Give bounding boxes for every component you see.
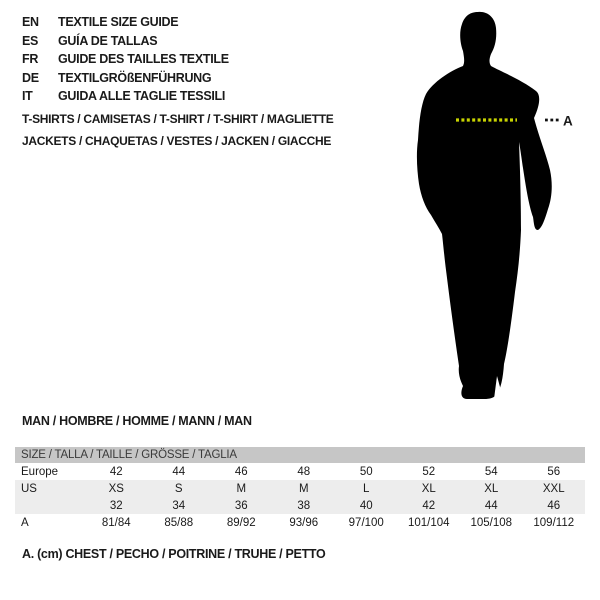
size-table: [15, 447, 585, 531]
row-label: A: [21, 516, 29, 529]
size-cell: 97/100: [348, 516, 384, 529]
language-guide-title: GUIDE DES TAILLES TEXTILE: [58, 52, 229, 67]
language-code: ES: [22, 33, 39, 48]
size-cell: 38: [297, 499, 311, 512]
row-label: US: [21, 482, 37, 495]
size-cell: 105/108: [470, 516, 513, 529]
language-row: [22, 32, 229, 51]
size-cell: 40: [359, 499, 373, 512]
size-cell: 36: [234, 499, 248, 512]
size-cell: 52: [422, 465, 436, 478]
language-guide-title: TEXTILE SIZE GUIDE: [58, 15, 179, 30]
size-cell: 56: [547, 465, 561, 478]
size-cell: 32: [109, 499, 123, 512]
size-cell: S: [174, 482, 183, 495]
size-cell: XL: [484, 482, 499, 495]
language-guide-title: TEXTILGRÖßENFÜHRUNG: [58, 70, 212, 85]
language-code: EN: [22, 15, 39, 30]
language-guide-title: GUÍA DE TALLAS: [58, 33, 158, 48]
size-cell: 34: [172, 499, 186, 512]
size-table-header-label: SIZE / TALLA / TAILLE / GRÖSSE / TAGLIA: [21, 449, 237, 461]
size-cell: 48: [297, 465, 311, 478]
size-cell: 50: [359, 465, 373, 478]
language-row: [22, 87, 229, 106]
size-cell: 46: [234, 465, 248, 478]
language-guide-title: GUIDA ALLE TAGLIE TESSILI: [58, 89, 226, 104]
size-cell: XS: [108, 482, 124, 495]
language-row: [22, 69, 229, 88]
size-cell: 89/92: [226, 516, 256, 529]
size-table-body: [15, 463, 585, 531]
size-cell: 81/84: [101, 516, 131, 529]
row-label: Europe: [21, 465, 59, 478]
table-row: [15, 480, 585, 497]
table-row: [15, 463, 585, 480]
size-cell: 101/104: [407, 516, 450, 529]
measure-label-a: A: [563, 113, 573, 129]
size-cell: 42: [109, 465, 123, 478]
language-code: DE: [22, 70, 39, 85]
size-cell: 46: [547, 499, 561, 512]
size-cell: L: [363, 482, 370, 495]
size-cell: 93/96: [289, 516, 319, 529]
size-cell: M: [298, 482, 309, 495]
language-row: [22, 13, 229, 32]
size-cell: 54: [484, 465, 498, 478]
size-cell: 44: [172, 465, 186, 478]
size-cell: 109/112: [533, 516, 575, 529]
category-block: [22, 109, 334, 152]
size-cell: 44: [484, 499, 498, 512]
category-line-tshirts: T-SHIRTS / CAMISETAS / T-SHIRT / T-SHIRT / MAGLIETTE: [22, 112, 334, 126]
table-row: [15, 514, 585, 531]
size-cell: 85/88: [164, 516, 194, 529]
man-silhouette: [417, 12, 552, 399]
language-list: [22, 13, 229, 106]
man-figure-svg: [410, 2, 580, 400]
language-code: IT: [22, 89, 33, 104]
size-table-header: [15, 447, 585, 463]
category-line-jackets: JACKETS / CHAQUETAS / VESTES / JACKEN / GIACCHE: [22, 133, 332, 148]
footnote-chest: A. (cm) CHEST / PECHO / POITRINE / TRUHE / PETTO: [22, 547, 326, 561]
section-label-man: MAN / HOMBRE / HOMME / MANN / MAN: [22, 414, 252, 428]
size-cell: XL: [421, 482, 436, 495]
size-cell: 42: [422, 499, 436, 512]
table-row: [15, 497, 585, 514]
size-cell: XXL: [542, 482, 565, 495]
size-cell: M: [236, 482, 247, 495]
measurement-figure: [410, 2, 580, 400]
language-code: FR: [22, 52, 39, 67]
language-row: [22, 50, 229, 69]
